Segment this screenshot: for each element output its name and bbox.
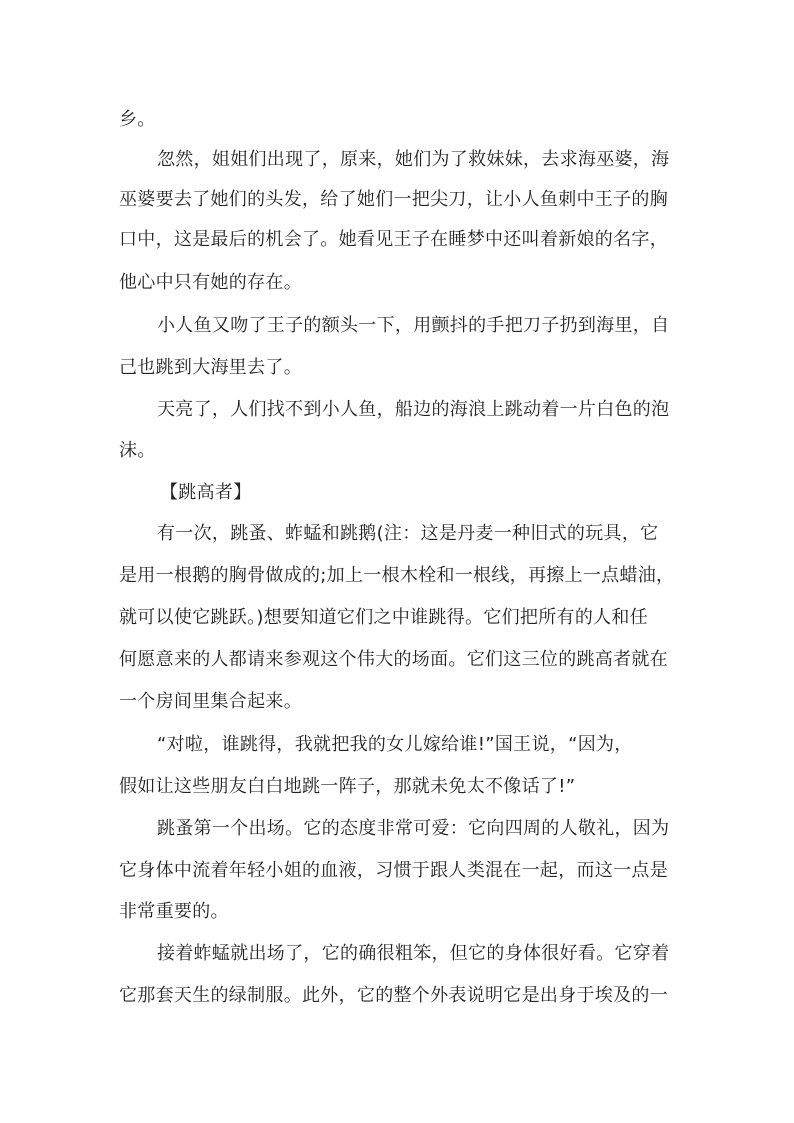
- text-line: 一个房间里集合起来。: [119, 691, 302, 712]
- text-line: 就可以使它跳跃。)想要知道它们之中谁跳得。它们把所有的人和任: [119, 607, 649, 628]
- text-line: 假如让这些朋友白白地跳一阵子，那就未免太不像话了!”: [119, 776, 576, 797]
- text-line: 小人鱼又吻了王子的额头一下，用颤抖的手把刀子扔到海里，自: [157, 315, 670, 336]
- text-line: 乡。: [119, 109, 156, 130]
- section-heading: 【跳高者】: [160, 482, 252, 503]
- text-line: 口中，这是最后的机会了。她看见王子在睡梦中还叫着新娘的名字，: [119, 229, 668, 250]
- text-line: 他心中只有她的存在。: [119, 272, 302, 293]
- text-line: 忽然，姐姐们出现了，原来，她们为了救妹妹，去求海巫婆，海: [157, 149, 670, 170]
- text-line: 巫婆要去了她们的头发，给了她们一把尖刀，让小人鱼刺中王子的胸: [119, 189, 668, 210]
- text-line: 己也跳到大海里去了。: [119, 357, 302, 378]
- text-line: 它身体中流着年轻小姐的血液，习惯于跟人类混在一起，而这一点是: [119, 860, 668, 881]
- text-line: 是用一根鹅的胸骨做成的;加上一根木栓和一根线，再擦上一点蜡油，: [119, 565, 675, 586]
- text-line: 非常重要的。: [119, 901, 229, 922]
- text-line: 沫。: [119, 440, 156, 461]
- text-line: 有一次，跳蚤、蚱蜢和跳鹅(注：这是丹麦一种旧式的玩具，它: [157, 523, 659, 544]
- text-line: 何愿意来的人都请来参观这个伟大的场面。它们这三位的跳高者就在: [119, 649, 668, 670]
- text-line: 跳蚤第一个出场。它的态度非常可爱：它向四周的人敬礼，因为: [157, 818, 670, 839]
- text-line: 接着蚱蜢就出场了，它的确很粗笨，但它的身体很好看。它穿着: [157, 943, 670, 964]
- text-line: 天亮了，人们找不到小人鱼，船边的海浪上跳动着一片白色的泡: [157, 399, 670, 420]
- text-line: “对啦，谁跳得，我就把我的女儿嫁给谁!”国王说，“因为，: [157, 734, 633, 755]
- text-line: 它那套天生的绿制服。此外，它的整个外表说明它是出身于埃及的一: [119, 985, 668, 1006]
